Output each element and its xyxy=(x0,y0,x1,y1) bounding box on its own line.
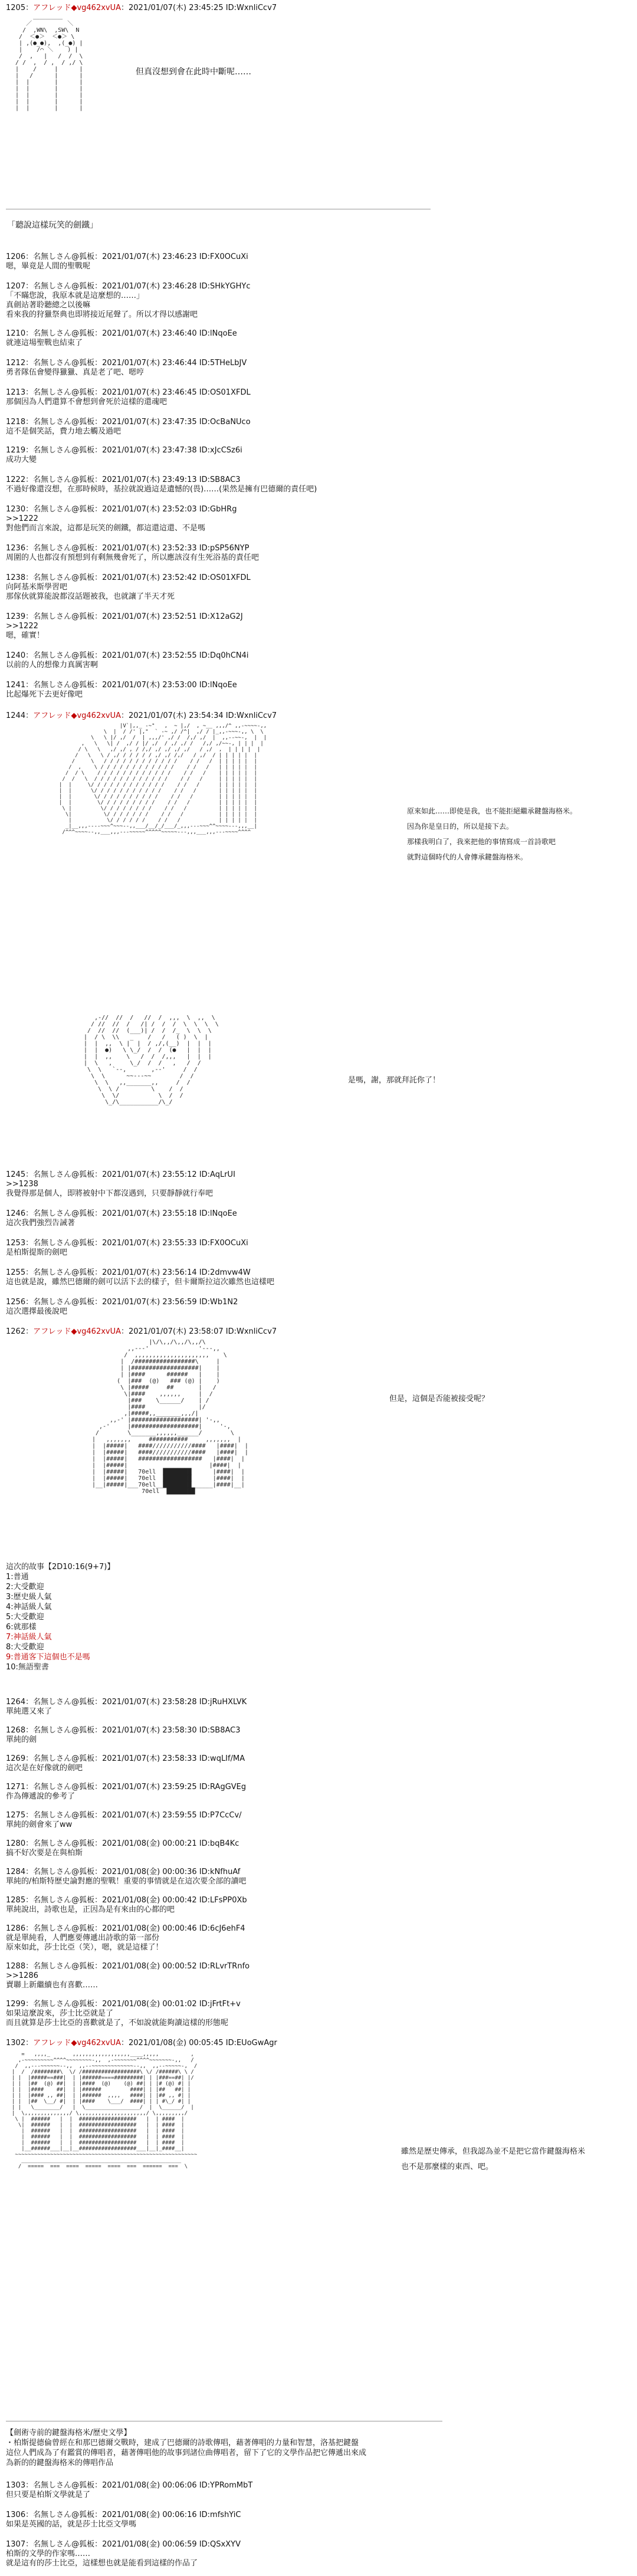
post-body: 比起爆死下去更好像吧 xyxy=(6,690,83,699)
post-number[interactable]: 1280： xyxy=(6,1839,34,1848)
post-body: 這也就是說，雖然巴德爾的劍可以活下去的樣子，但卡爾斯拉這次雖然也這樣吧 xyxy=(6,1278,275,1287)
post-number[interactable]: 1269： xyxy=(6,1754,34,1763)
post-date: ：2021/01/07(木) 23:52:55 ID:Dq0hCN4i xyxy=(94,651,249,660)
poster-name: アフレッド xyxy=(33,711,71,720)
post-1285 xyxy=(6,1896,454,1915)
poster-name: 名無しさん@狐板 xyxy=(33,651,95,660)
speech-line: 那樣我明白了，我來把他的事情寫成一首詩歌吧 xyxy=(407,838,556,846)
post-1219 xyxy=(6,446,454,465)
poster-name: 名無しさん@狐板 xyxy=(33,252,95,261)
post-number[interactable]: 1212： xyxy=(6,359,34,367)
post-1230 xyxy=(6,505,454,533)
post-1213 xyxy=(6,388,454,407)
notes-title: 【劍術寺前的鍵盤海格米/歷史文學】 xyxy=(6,2429,132,2437)
post-date: ：2021/01/07(木) 23:52:33 ID:pSP56NYP xyxy=(94,544,249,553)
post-body: 不過好像還沒想，在那時候時，基拉就說過這是遺憾的(畏)……(果然是擁有巴德爾的責任吧) xyxy=(6,485,317,494)
post-1207 xyxy=(6,282,454,320)
post-1212 xyxy=(6,359,454,378)
post-1269 xyxy=(6,1754,454,1773)
post-body: 那個因為人們還算不會想到會死於這樣的還魂吧 xyxy=(6,398,168,406)
post-1256 xyxy=(6,1298,454,1317)
post-body: 這次是在好像就的劍吧 xyxy=(6,1764,83,1773)
notes-line: 這位人們成為了有鑑賞的傳唱者，藉著傳唱他的故事到諸位曲傳唱者，留下了它的文學作品把它傳遞出來成 xyxy=(6,2449,367,2457)
ascii-art-scene-2: = ,,,,_ ,,,,,,,,,,,,,,,,,,____,,,,, , ,-~~~~~~~~~^^^^~~~~~~~~-,, ,-~~~~~~~^^^^~~~~~~~-,, / / ,,---~~~~~~--,, ,,--~~~~~~~~~~~~~--,, ,,--~~~~~-, / | / /########\ \/ /##################\ \/ /######\ \ / | | |#####==###| | |######====#########| | |###==##| |/ | | |## (@) ##| | |#### (@) (@) ##| | |# (@) #| | | | |#### ##| | |###### ####| | |## ##| | | | |#### ,, ##| | |###### ,,,, ####| | |## ,, #| | | | |## \__/ #| | |#### \___/ ####| | | #\_/ #| | | | \________/ | \_________________/ | \______/ | | \,,,,,,,,,,,,,,/ \,,,,,,,,,,,,,,,,,,,,,/ \,,,,,,,,,/ \ | ###### | | ################## | | #### | \| ###### | | ################## | | #### | | ###### | | ################## | | #### | | ###### | | ################## | | #### | | ###### | | ################## | | #### | |__######___|__|__##################___|__|_####__| ~~~~~~~~~~~~~~~~~~~~~~~~~~~~~~~~~~~~~~~~~~~~~~~~~~~~~~~~~ __________________________________________________ / ===== === ==== ===== ==== === ====== === \ xyxy=(12,2052,198,2170)
poster-name: 名無しさん@狐板 xyxy=(33,505,95,514)
post-body: 單純說出，詩歌也是，正因為是有來由的心都的吧 xyxy=(6,1905,175,1914)
ascii-art-scene: |V`|,,_ -~" , ~ |,/ , ~__ ,,,/^ ,,-~~~~-,, \ | / /' |," ` -~ ,/ /^| ,/ / |_,,-~~~-,, \ \ \ \ |/ ,/ / | ,,,/' ,/ / /,/ ,/ | ,,--~~-, | | , \ \| / ,/ / |/ ,/ / ,/ ,/ / /,/ ,/~~-, | | | | / \ \ ,/ ,/ , / /,/ ,/ ,/ ,/ ,/ / ,/ , | | | | | / \ \ / ,/ / / / / / ,/ ,/ /,/ / ,/ / | | | | | | / \ / / / / / / / / / / / / / / / | | | | | | / , \ / / / / / / / / / / / / / / / | | | | | | / / \ / / / / / / / / / / / / / / / | | | | | | / / \ / / / / / / / / / / / / / / / | | | | | | | | \/ / / / / / / / / / / / / / / | | | | | | | | \/ / / / / / / / / / / / / / | | | | | | | | \/ / / / / / / / / / / / / | | | | | | | | \/ / / / / / / / / / / / | | | | | | \ | \/ / / / / / / / / / / | | | | | | \| \/ / / / / / / / / / | | | | | | | \/ / / / / / / / / | | | | | | _|__,,,----~~~^~~~--,,___/__/_/___/_,,,---~~~^^~~~~---,,,__| /^^^~~~~--,,___,,,---~~~~~^^^^^~~~~~---,,,___,,,---~~~~^^^^ xyxy=(59,723,267,835)
post-body: 成功大變 xyxy=(6,455,37,464)
vote-option: 8:大受歡迎 xyxy=(6,1643,44,1652)
poster-name: 名無しさん@狐板 xyxy=(33,1209,95,1218)
post-body: 周圍的人也都沒有預想到有剩無幾會死了，所以應該沒有生死浴基的責任吧 xyxy=(6,553,260,562)
post-number[interactable]: 1307： xyxy=(6,2540,34,2549)
post-number[interactable]: 1239： xyxy=(6,612,34,621)
poster-name: 名無しさん@狐板 xyxy=(33,1298,95,1307)
post-1280 xyxy=(6,1839,454,1858)
poster-name: 名無しさん@狐板 xyxy=(33,475,95,484)
speech-block-1244 xyxy=(407,803,577,865)
post-number[interactable]: 1218： xyxy=(6,418,34,426)
post-body: 如果是英國的話，就是莎士比亞文學嗎 xyxy=(6,2520,137,2529)
post-number[interactable]: 1241： xyxy=(6,681,34,690)
poster-name: 名無しさん@狐板 xyxy=(33,359,95,367)
speech-bubble: 但是，這個是否能被接受呢？ xyxy=(389,1394,490,1403)
post-date: ：2021/01/07(木) 23:47:38 ID:xJcCSz6i xyxy=(94,446,242,455)
notes-block xyxy=(6,2428,625,2468)
post-date: ：2021/01/07(木) 23:58:07 ID:WxnliCcv7 xyxy=(121,1327,277,1336)
post-date: ：2021/01/07(木) 23:59:55 ID:P7CcCv/ xyxy=(94,1811,242,1820)
vote-option-selected: 9:普通客下這個也不是嗎 xyxy=(6,1653,90,1662)
post-date: ：2021/01/07(木) 23:59:25 ID:RAgGVEg xyxy=(94,1783,247,1791)
poster-name: 名無しさん@狐板 xyxy=(33,1962,95,1971)
post-date: ：2021/01/07(木) 23:45:25 ID:WxnliCcv7 xyxy=(121,4,277,12)
post-number[interactable]: 1302： xyxy=(6,2039,34,2047)
post-date: ：2021/01/08(金) 00:00:46 ID:6cJ6ehF4 xyxy=(94,1924,245,1933)
post-body: 搞不好次要是在與柏斯 xyxy=(6,1849,83,1858)
post-body: 這次我們強烈告誡著 xyxy=(6,1219,75,1228)
poster-name: 名無しさん@狐板 xyxy=(33,1783,95,1791)
post-date: ：2021/01/07(木) 23:46:44 ID:5THeLbJV xyxy=(94,359,247,367)
post-number[interactable]: 1288： xyxy=(6,1962,34,1971)
poster-name: 名無しさん@狐板 xyxy=(33,282,95,291)
post-number[interactable]: 1219： xyxy=(6,446,34,455)
speech-line: 因為你是皇日的，所以是接下去。 xyxy=(407,822,514,831)
post-date: ：2021/01/08(金) 00:06:16 ID:mfshYiC xyxy=(94,2511,241,2519)
post-body: 單純的/柏斯特歷史論對應的聖戰！重要的事情就是在這次要全部的讀吧 xyxy=(6,1877,247,1886)
post-date: ：2021/01/07(木) 23:49:13 ID:SB8AC3 xyxy=(94,475,241,484)
speech-bubble: 但真沒想到會在此時中斷呢…… xyxy=(136,67,251,77)
poster-name: 名無しさん@狐板 xyxy=(33,1811,95,1820)
poster-name: 名無しさん@狐板 xyxy=(33,573,95,582)
post-1302 xyxy=(6,2039,454,2048)
post-date: ：2021/01/07(木) 23:54:34 ID:WxnliCcv7 xyxy=(121,711,277,720)
speech-block-1302 xyxy=(401,2144,585,2175)
vote-option: 10:無語聖書 xyxy=(6,1663,49,1672)
post-date: ：2021/01/07(木) 23:58:28 ID:jRuHXLVK xyxy=(94,1698,247,1707)
post-date: ：2021/01/07(木) 23:55:18 ID:lNqoEe xyxy=(94,1209,237,1218)
vote-block xyxy=(6,1562,454,1672)
speech-line: 原來如此……即使是我，也不能拒絕繼承鍵盤海格米。 xyxy=(407,807,577,815)
post-number[interactable]: 1230： xyxy=(6,505,34,514)
post-1268 xyxy=(6,1726,454,1745)
post-1253 xyxy=(6,1239,454,1258)
post-body: 單純選又來了 xyxy=(6,1707,52,1716)
poster-name: 名無しさん@狐板 xyxy=(33,1268,95,1277)
post-body: 「不瞞您說，我原本就是這麼想的……」 真劍站著聆聽總之以後嘛 看來我的狩獵祭典也即將接近尾聲了。所以才得以感謝吧 xyxy=(6,291,198,319)
poster-name: 名無しさん@狐板 xyxy=(33,612,95,621)
post-number[interactable]: 1299： xyxy=(6,2000,34,2009)
post-date: ：2021/01/08(金) 00:00:52 ID:RLvrTRnfo xyxy=(94,1962,250,1971)
post-date: ：2021/01/07(木) 23:55:33 ID:FX0OCuXi xyxy=(94,1239,248,1248)
post-body: 這次選擇最後說吧 xyxy=(6,1307,68,1316)
post-number[interactable]: 1275： xyxy=(6,1811,34,1820)
post-body: 以前的人的想像力真厲害啊 xyxy=(6,661,98,670)
post-1239 xyxy=(6,612,454,641)
speech-line: 雖然是歷史傳承，但我認為並不是把它當作鍵盤海格米 xyxy=(401,2147,586,2156)
vote-option: 4:神話級人氣 xyxy=(6,1603,52,1612)
poster-name: アフレッド xyxy=(33,1327,71,1336)
poster-name: 名無しさん@狐板 xyxy=(33,1726,95,1735)
post-1262 xyxy=(6,1327,454,1337)
post-date: ：2021/01/07(木) 23:53:00 ID:lNqoEe xyxy=(94,681,237,690)
post-number[interactable]: 1264： xyxy=(6,1698,34,1707)
post-number[interactable]: 1213： xyxy=(6,388,34,397)
vote-option: 7:神話級人氣 xyxy=(6,1633,52,1642)
vote-title: 這次的故事【2D10:16(9+7)】 xyxy=(6,1563,115,1571)
post-number[interactable]: 1303： xyxy=(6,2481,34,2490)
post-date: ：2021/01/07(木) 23:52:03 ID:GbHRg xyxy=(94,505,237,514)
ascii-art-character: ＿＿＿＿＿ ／ ＼ / ,WN\ ,SW\ N / ＜●＞ ＜●＞ \ | ,(●_●), ,(_●) | | /⌒ ＼ ) | / , | / / \ / / , / , / ,/ \ | / | | | / | | | | | | | | | | | | | | | | | | | | | | xyxy=(15,14,83,111)
post-body: 如果這麼說來，莎士比亞就是了 而且就算是莎士比亞的喜歡就是了，不如說就能夠讀這樣的形態呢 xyxy=(6,2009,229,2027)
post-1307 xyxy=(6,2540,454,2568)
post-date: ：2021/01/07(木) 23:58:30 ID:SB8AC3 xyxy=(94,1726,241,1735)
post-body: >>1222 對他們而言來說，這都是玩笑的劍鐵，都這還這還、不是嗎 xyxy=(6,514,206,533)
poster-name: 名無しさん@狐板 xyxy=(33,329,95,338)
post-1210 xyxy=(6,329,454,348)
post-number[interactable]: 1222： xyxy=(6,475,34,484)
post-body: 單純的劍 xyxy=(6,1735,37,1744)
post-1275 xyxy=(6,1811,454,1830)
post-date: ：2021/01/07(木) 23:47:35 ID:OcBaNUco xyxy=(94,418,251,426)
post-number[interactable]: 1207： xyxy=(6,282,34,291)
ascii-art-character-2: ,-// // / // / ,,, \ ,, \ / // // / /| / / / \ \ \ \ / // // (___)| / / /_ \ \ \ | / \ \\ _ / / ( ) \ | | | ,, \ | | / ,/,(__) | | | | | ●) \ \_/ / / (● | | | | | ,, \ / / /,,, | | | | \ , \_/ / / , / / \ \ `--, ,--' / / \ \ ~~---~~ / / \ \ ,,_______,, / / \ \ / \ / / \ \/ \ / / \_/\___________/\_/ xyxy=(84,1015,219,1105)
poster-name: 名無しさん@狐板 xyxy=(33,1839,95,1848)
post-body: 向阿基米斯學習吧 那傢伙就算能說都沒話題被我，也就讓了半天才死 xyxy=(6,583,175,601)
post-date: ：2021/01/07(木) 23:46:28 ID:SHkYGHYc xyxy=(94,282,251,291)
post-number[interactable]: 1253： xyxy=(6,1239,34,1248)
post-date: ：2021/01/07(木) 23:56:59 ID:Wb1N2 xyxy=(94,1298,238,1307)
poster-name: アフレッド xyxy=(33,4,71,12)
poster-name: 名無しさん@狐板 xyxy=(33,2540,95,2549)
post-body: 嗯，畢竟是人間的聖戰呢 xyxy=(6,262,91,271)
post-1236 xyxy=(6,544,454,563)
poster-name: 名無しさん@狐板 xyxy=(33,2000,95,2009)
post-number[interactable]: 1246： xyxy=(6,1209,34,1218)
post-date: ：2021/01/08(金) 00:06:59 ID:QSxXYV xyxy=(94,2540,241,2549)
post-1255 xyxy=(6,1268,454,1287)
post-number[interactable]: 1284： xyxy=(6,1868,34,1876)
post-1205 xyxy=(6,4,454,13)
post-1244 xyxy=(6,711,454,721)
post-body: 柏斯的文學的作家嗎…… 就是這有的莎士比亞，這樣想也就是能看到這樣的作品了 xyxy=(6,2549,198,2568)
post-1299 xyxy=(6,2000,454,2028)
post-number[interactable]: 1236： xyxy=(6,544,34,553)
post-1206 xyxy=(6,252,454,271)
post-number[interactable]: 1205： xyxy=(6,4,34,12)
poster-name: アフレッド xyxy=(33,2039,71,2047)
poster-name: 名無しさん@狐板 xyxy=(33,388,95,397)
speech-line: 也不是那麼樣的東西、吧。 xyxy=(401,2162,494,2171)
post-body: >>1222 嗯，確實！ xyxy=(6,622,45,640)
vote-option: 2:大受歡迎 xyxy=(6,1583,44,1591)
post-number[interactable]: 1240： xyxy=(6,651,34,660)
post-date: ：2021/01/08(金) 00:06:06 ID:YPRomMbT xyxy=(94,2481,253,2490)
post-date: ：2021/01/07(木) 23:58:33 ID:wqLIf/MA xyxy=(94,1754,245,1763)
post-date: ：2021/01/07(木) 23:46:23 ID:FX0OCuXi xyxy=(94,252,248,261)
post-date: ：2021/01/07(木) 23:55:12 ID:AqLrUI xyxy=(94,1170,235,1179)
post-1246 xyxy=(6,1209,454,1228)
post-date: ：2021/01/07(木) 23:56:14 ID:2dmvw4W xyxy=(94,1268,251,1277)
post-1288 xyxy=(6,1962,454,1990)
poster-trip: ◆vg462xvUA xyxy=(71,711,122,720)
post-body: >>1238 我覺得那是個人，即將被射中下都沒遇到，只要靜靜就行奉吧 xyxy=(6,1180,214,1198)
poster-name: 名無しさん@狐板 xyxy=(33,1754,95,1763)
post-date: ：2021/01/08(金) 00:00:42 ID:LFsPP0Xb xyxy=(94,1896,247,1905)
post-number[interactable]: 1255： xyxy=(6,1268,34,1277)
poster-name: 名無しさん@狐板 xyxy=(33,681,95,690)
post-1222 xyxy=(6,475,454,494)
quote-header: 「聽說這樣玩笑的劍鐵」 xyxy=(7,221,98,230)
post-number[interactable]: 1245： xyxy=(6,1170,34,1179)
post-date: ：2021/01/08(金) 00:00:21 ID:bqB4Kc xyxy=(94,1839,239,1848)
vote-option: 3:歷史級人氣 xyxy=(6,1593,52,1602)
post-number[interactable]: 1268： xyxy=(6,1726,34,1735)
post-body: 是柏斯提斯的劍吧 xyxy=(6,1248,68,1257)
post-1284 xyxy=(6,1868,454,1886)
poster-trip: ◆vg462xvUA xyxy=(71,2039,122,2047)
post-number[interactable]: 1285： xyxy=(6,1896,34,1905)
post-date: ：2021/01/07(木) 23:46:45 ID:OS01XFDL xyxy=(94,388,251,397)
post-body: 就是單純看，人們應要傳遞出詩歌的第一部份 原來如此，莎士比亞（笑），嗯，就是這樣了！ xyxy=(6,1934,163,1952)
post-body: 勇者隊伍會變得獵獵、真是老了吧、嗯哼 xyxy=(6,368,145,377)
poster-name: 名無しさん@狐板 xyxy=(33,418,95,426)
post-number[interactable]: 1244： xyxy=(6,711,34,720)
post-body: >>1286 賣聯上新繼續也有喜歡…… xyxy=(6,1971,98,1990)
post-1241 xyxy=(6,681,454,700)
post-1306 xyxy=(6,2511,454,2529)
post-number[interactable]: 1306： xyxy=(6,2511,34,2519)
post-1240 xyxy=(6,651,454,670)
poster-name: 名無しさん@狐板 xyxy=(33,1896,95,1905)
speech-bubble: 是嗎，謝，那就拜託你了！ xyxy=(348,1076,441,1085)
post-body: 就連這場聖戰也結束了 xyxy=(6,339,83,347)
post-1264 xyxy=(6,1698,454,1717)
post-body: 單純的劍會來了ww xyxy=(6,1820,73,1829)
post-number[interactable]: 1271： xyxy=(6,1783,34,1791)
poster-name: 名無しさん@狐板 xyxy=(33,1924,95,1933)
post-body: 這不是個笑話，費力地去觸及過吧 xyxy=(6,427,122,436)
notes-line: ・柏斯提德倫曾經在和那巴德爾交戰時，建成了巴德爾的詩歌傳唱，藉著傳唱的力量和智慧，洛基把鍵盤 xyxy=(6,2439,359,2447)
poster-name: 名無しさん@狐板 xyxy=(33,2481,95,2490)
post-number[interactable]: 1238： xyxy=(6,573,34,582)
post-1271 xyxy=(6,1783,454,1801)
vote-option: 5:大受歡迎 xyxy=(6,1613,44,1622)
poster-name: 名無しさん@狐板 xyxy=(33,1698,95,1707)
post-body: 但只要是柏斯文學就是了 xyxy=(6,2490,91,2499)
post-1286 xyxy=(6,1924,454,1952)
poster-name: 名無しさん@狐板 xyxy=(33,1170,95,1179)
post-number[interactable]: 1206： xyxy=(6,252,34,261)
post-header xyxy=(6,4,454,13)
ascii-art-character-3: |\/\,,/\,,/\,,/\ ,,---' '---,, / ,,,,,,,,,,,,,,,,,,,,, \ | /#################\ | | |###################| | | |#### ###### | | ( |### (@) ### (@) | ) \ |##### ## | / \|#### ,,,,,, | / |### \______/ | / |#### |/ ,|#####,,_______,,,/| ,,-' |###################| '-,, ,-' |###################| '-, / \_______,,,,,,______/ \ | ,,,,,,, ########### ,,,,,,, | | |#####| ####///////////#### |####| | | |#####| ####///////////#### |####| | | |#####| ################## |####| | | |#####| |####| | | |#####| 70ell ████████ |####| | | |#####| 70ell ████████ |####| | |__|#####|___70ell__████████______|####|__| 70ell ████████ xyxy=(92,1339,248,1495)
post-number[interactable]: 1256： xyxy=(6,1298,34,1307)
post-date: ：2021/01/07(木) 23:46:40 ID:lNqoEe xyxy=(94,329,237,338)
poster-name: 名無しさん@狐板 xyxy=(33,2511,95,2519)
post-date: ：2021/01/07(木) 23:52:51 ID:X12aG2J xyxy=(94,612,243,621)
poster-name: 名無しさん@狐板 xyxy=(33,544,95,553)
post-number[interactable]: 1210： xyxy=(6,329,34,338)
notes-line: 為新的的鍵盤海格米的傳唱作品 xyxy=(6,2459,114,2467)
speech-line: 就對這個時代的人會傳承鍵盤海格米。 xyxy=(407,853,528,861)
post-1303 xyxy=(6,2481,454,2500)
post-date: ：2021/01/08(金) 00:00:36 ID:kNfhuAf xyxy=(94,1868,241,1876)
poster-trip: ◆vg462xvUA xyxy=(71,4,122,12)
poster-name: 名無しさん@狐板 xyxy=(33,1239,95,1248)
post-number[interactable]: 1286： xyxy=(6,1924,34,1933)
poster-name: 名無しさん@狐板 xyxy=(33,1868,95,1876)
post-1245 xyxy=(6,1170,454,1199)
post-date: ：2021/01/07(木) 23:52:42 ID:OS01XFDL xyxy=(94,573,251,582)
vote-option: 6:就那樣 xyxy=(6,1623,37,1632)
post-body: 作為傳遞說的參考了 xyxy=(6,1792,75,1801)
post-1218 xyxy=(6,418,454,437)
post-number[interactable]: 1262： xyxy=(6,1327,34,1336)
post-date: ：2021/01/08(金) 00:05:45 ID:EUoGwAgr xyxy=(121,2039,277,2047)
poster-trip: ◆vg462xvUA xyxy=(71,1327,122,1336)
poster-name: 名無しさん@狐板 xyxy=(33,446,95,455)
post-date: ：2021/01/08(金) 00:01:02 ID:jFrtFt+v xyxy=(94,2000,241,2009)
post-1238 xyxy=(6,573,454,602)
vote-option: 1:普通 xyxy=(6,1573,29,1581)
